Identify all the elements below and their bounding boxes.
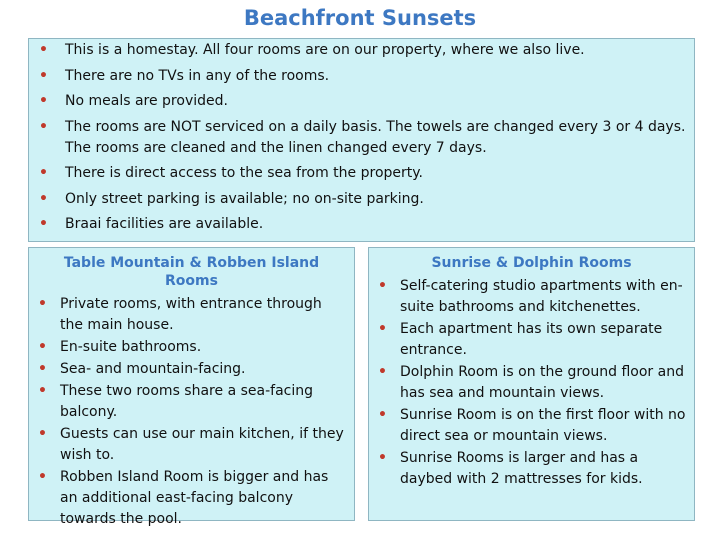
list-item-text: Each apartment has its own separate entrance. <box>400 321 663 358</box>
bullet-icon: • <box>378 321 387 337</box>
page-title: Beachfront Sunsets <box>243 6 477 30</box>
table-mountain-robben-island-box <box>28 247 355 527</box>
general-info-box <box>28 38 695 242</box>
bullet-icon: • <box>38 383 47 399</box>
list-item <box>37 359 346 380</box>
list-item <box>37 189 686 210</box>
list-item-text: This is a homestay. All four rooms are on our property, where we also live. <box>65 42 585 58</box>
bullet-icon: • <box>39 216 48 232</box>
bullet-icon: • <box>39 42 48 58</box>
bullet-icon: • <box>378 364 387 380</box>
list-item-text: There is direct access to the sea from the property. <box>65 165 423 181</box>
bullet-icon: • <box>38 339 47 355</box>
section-title: Table Mountain & Robben Island Rooms <box>63 255 320 289</box>
list-item <box>377 448 686 490</box>
list-item-text: These two rooms share a sea-facing balcony. <box>60 383 313 420</box>
rooms-list <box>377 276 686 490</box>
bullet-icon: • <box>39 67 48 84</box>
list-item-text: No meals are provided. <box>65 93 228 109</box>
list-item <box>377 405 686 447</box>
general-info-list <box>37 40 686 235</box>
bullet-icon: • <box>38 426 47 442</box>
bullet-icon: • <box>378 407 387 423</box>
list-item <box>37 424 346 466</box>
list-item-text: There are no TVs in any of the rooms. <box>65 67 330 84</box>
list-item <box>37 337 346 358</box>
sunrise-dolphin-box <box>368 247 695 521</box>
bullet-icon: • <box>378 450 387 466</box>
bullet-icon: • <box>39 190 48 207</box>
bullet-icon: • <box>378 278 387 294</box>
list-item <box>37 381 346 423</box>
bullet-icon: • <box>38 469 47 485</box>
list-item <box>37 294 346 336</box>
section-title: Sunrise & Dolphin Rooms <box>431 255 632 271</box>
list-item <box>37 91 686 112</box>
list-item <box>37 40 686 61</box>
list-item-text: Self-catering studio apartments with en-suite bathrooms and kitchenettes. <box>400 278 683 315</box>
list-item <box>377 276 686 318</box>
list-item <box>377 362 686 404</box>
bullet-icon: • <box>39 118 48 135</box>
list-item <box>37 214 686 235</box>
list-item-text: Robben Island Room is bigger and has an additional east-facing balcony towards the pool. <box>60 469 329 527</box>
list-item <box>37 117 686 159</box>
list-item-text: Sunrise Room is on the first floor with no direct sea or mountain views. <box>400 407 686 444</box>
list-item-text: En-suite bathrooms. <box>60 339 202 355</box>
list-item <box>37 467 346 530</box>
list-item-text: Dolphin Room is on the ground floor and has sea and mountain views. <box>400 364 684 401</box>
list-item <box>37 66 686 87</box>
bullet-icon: • <box>38 361 47 377</box>
list-item-text: Sunrise Rooms is larger and has a daybed with 2 mattresses for kids. <box>400 450 643 487</box>
list-item-text: Guests can use our main kitchen, if they wish to. <box>60 426 344 463</box>
list-item <box>37 163 686 184</box>
list-item-text: Only street parking is available; no on-site parking. <box>65 190 424 207</box>
list-item-text: The rooms are NOT serviced on a daily basis. The towels are changed every 3 or 4 days. The rooms are cleaned and the linen changed every 7 days. <box>65 118 686 156</box>
list-item-text: Braai facilities are available. <box>65 216 264 232</box>
bullet-icon: • <box>39 165 48 181</box>
bullet-icon: • <box>39 93 48 109</box>
rooms-list <box>37 294 346 530</box>
bullet-icon: • <box>38 296 47 312</box>
list-item-text: Private rooms, with entrance through the main house. <box>60 296 322 333</box>
list-item <box>377 319 686 361</box>
list-item-text: Sea- and mountain-facing. <box>60 361 246 377</box>
